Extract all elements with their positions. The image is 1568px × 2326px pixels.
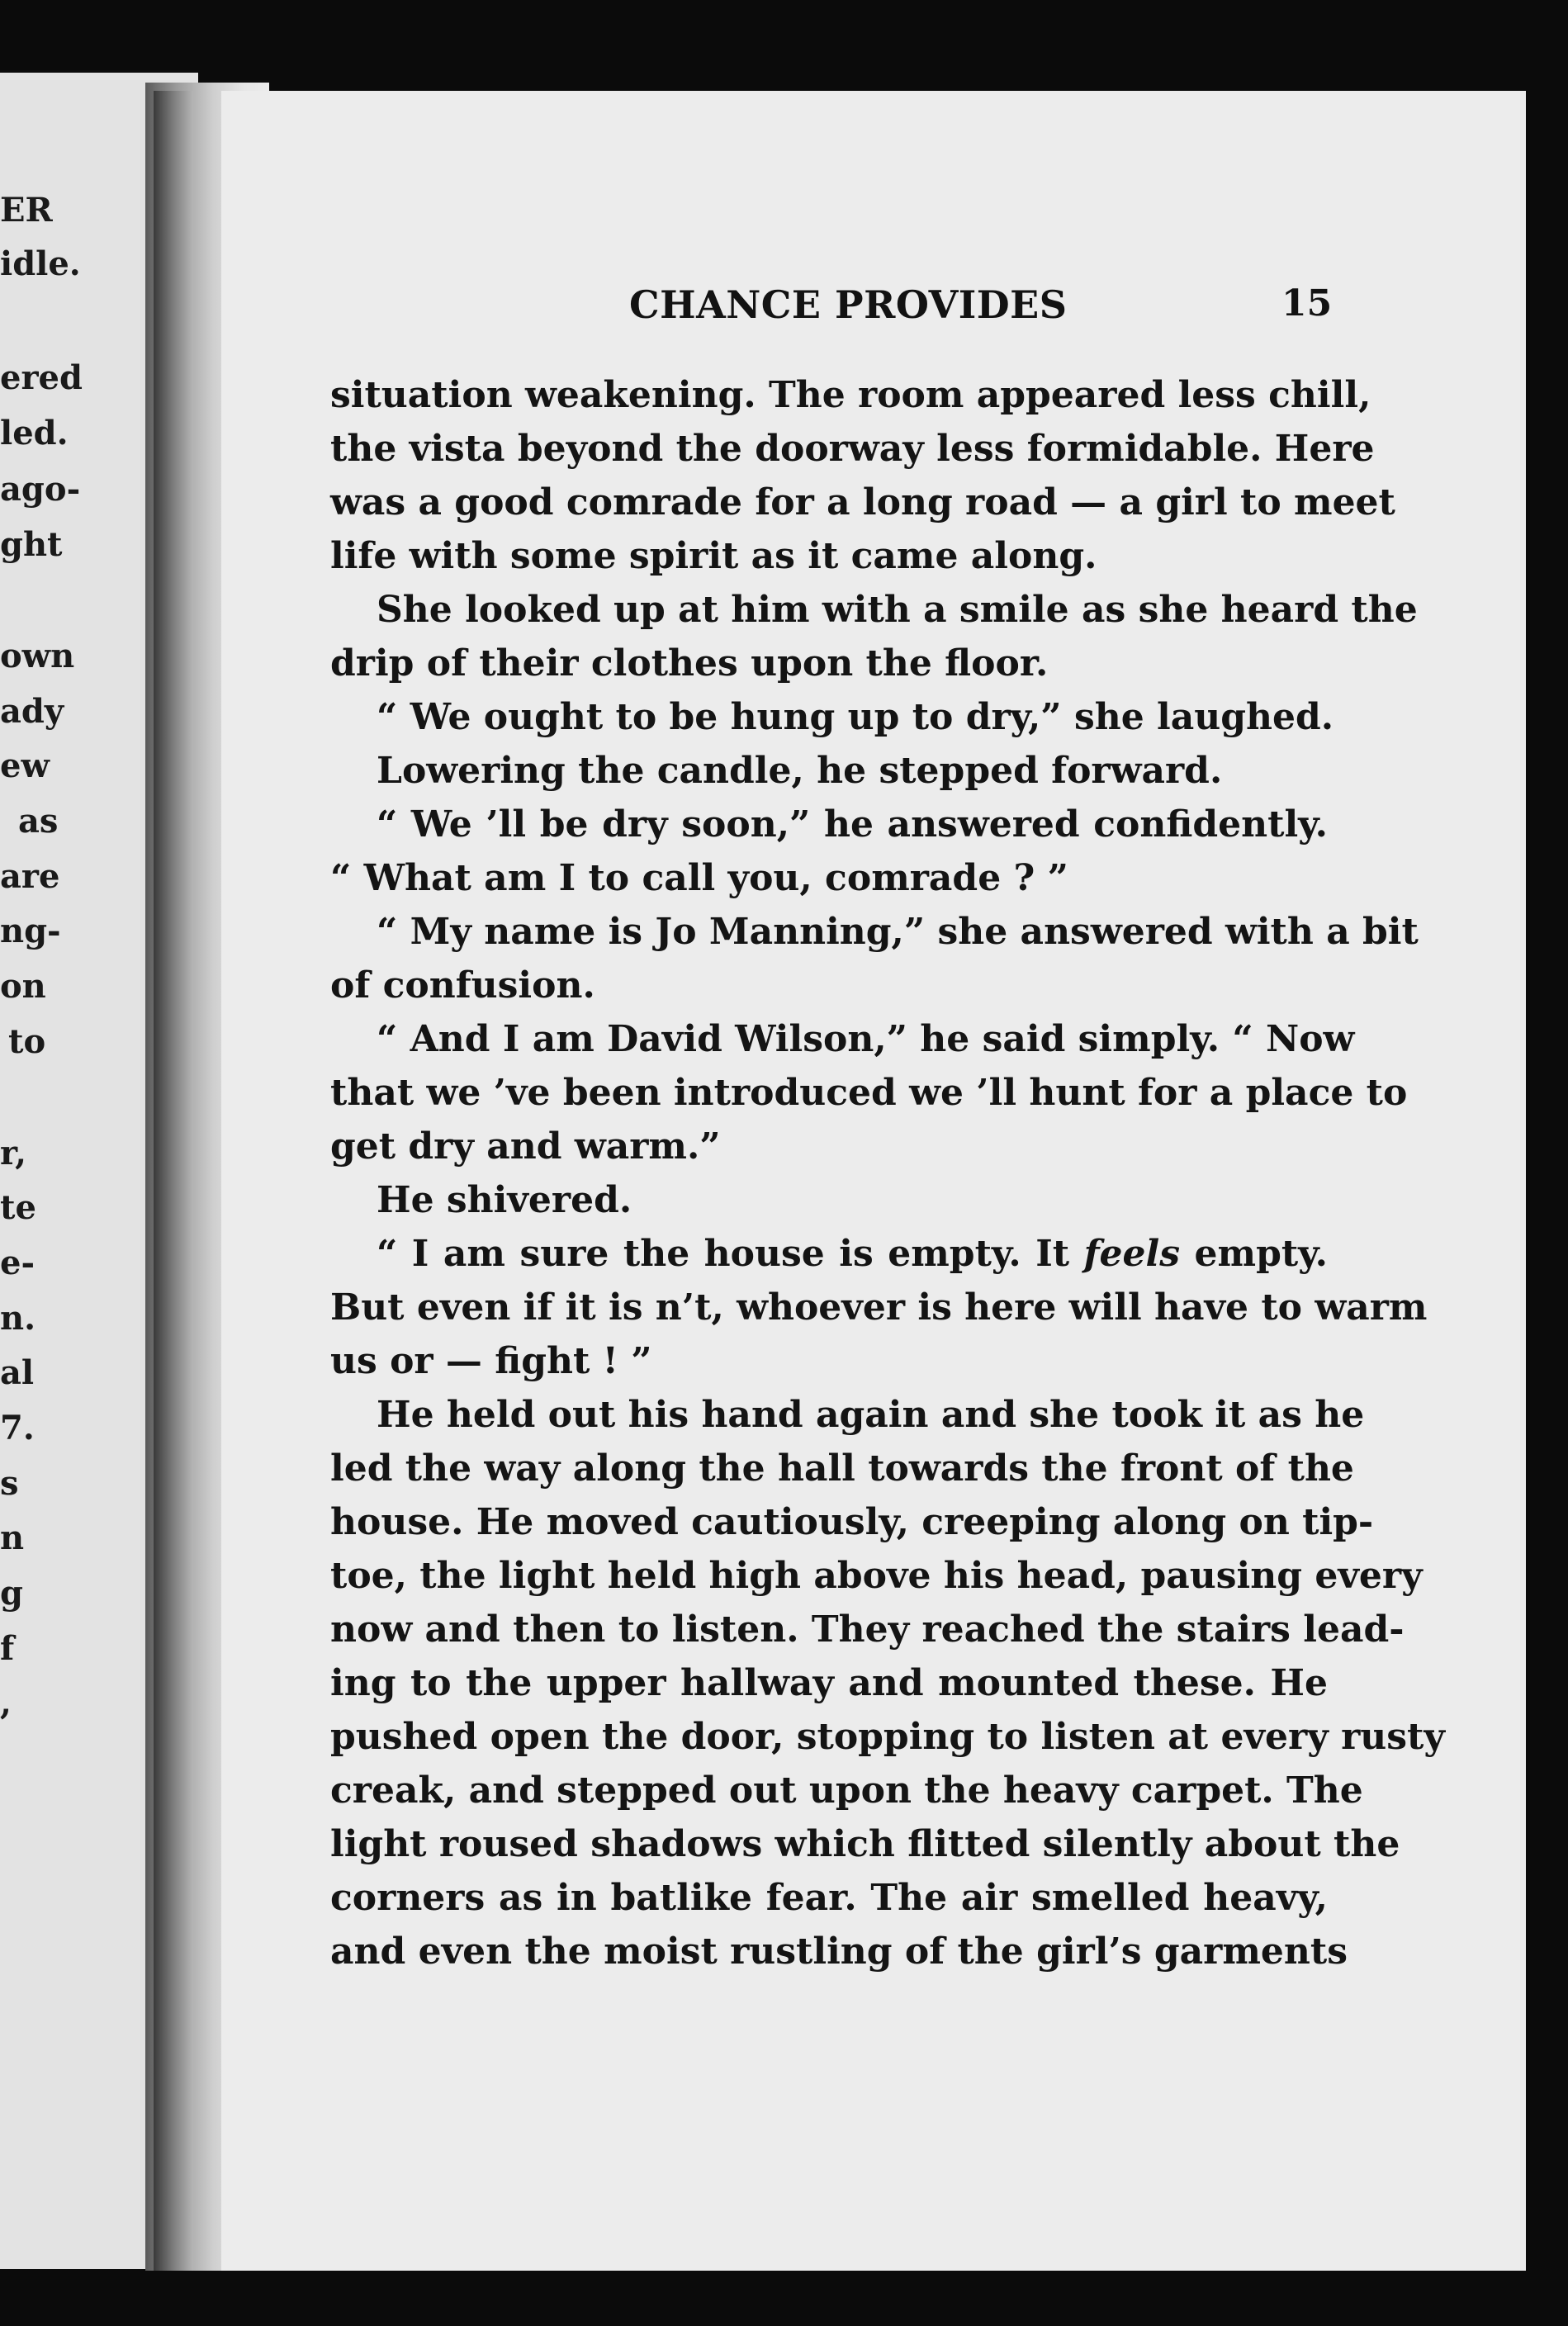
left-page-fragment: te bbox=[0, 1188, 36, 1227]
text-line: drip of their clothes upon the floor. bbox=[330, 642, 1049, 685]
left-page-fragment: ght bbox=[0, 525, 63, 564]
left-page-fragment: ady bbox=[0, 692, 64, 731]
text-line: He shivered. bbox=[377, 1179, 632, 1221]
page-header bbox=[221, 282, 1526, 332]
left-page-fragment: ered bbox=[0, 358, 83, 397]
left-page-fragment: to bbox=[8, 1022, 46, 1061]
running-head: CHANCE PROVIDES bbox=[629, 282, 1068, 327]
left-page-fragment: e- bbox=[0, 1244, 36, 1282]
left-page-fragment: , bbox=[0, 1684, 12, 1722]
left-page-fragment: ago- bbox=[0, 470, 81, 509]
right-page bbox=[221, 91, 1526, 2271]
text-line: life with some spirit as it came along. bbox=[330, 535, 1097, 577]
text-line: the vista beyond the doorway less formidable. Here bbox=[330, 428, 1375, 470]
text-line: us or — fight ! ” bbox=[330, 1340, 652, 1382]
text-line: “ And I am David Wilson,” he said simply. “ Now bbox=[377, 1018, 1355, 1060]
text-line: house. He moved cautiously, creeping along on tip- bbox=[330, 1501, 1374, 1543]
left-page-fragment: r, bbox=[0, 1134, 27, 1172]
text-line: She looked up at him with a smile as she heard the bbox=[377, 589, 1418, 631]
text-line: situation weakening. The room appeared less chill, bbox=[330, 374, 1371, 416]
text-segment: “ I am sure the house is empty. It bbox=[377, 1233, 1084, 1275]
text-line: ing to the upper hallway and mounted these. He bbox=[330, 1662, 1328, 1704]
left-page-fragment: n. bbox=[0, 1299, 36, 1338]
left-page-fragment: s bbox=[0, 1464, 19, 1503]
left-page-fragment: f bbox=[0, 1629, 15, 1668]
left-page-fragment: ER bbox=[0, 191, 53, 230]
left-page-fragment: al bbox=[0, 1353, 35, 1392]
text-line: creak, and stepped out upon the heavy carpet. The bbox=[330, 1769, 1363, 1812]
text-segment: empty. bbox=[1180, 1233, 1329, 1275]
text-line: pushed open the door, stopping to listen at every rusty bbox=[330, 1716, 1445, 1758]
left-page-fragment: n bbox=[0, 1518, 25, 1557]
left-page-fragment: led. bbox=[0, 414, 69, 452]
text-line: “ We ’ll be dry soon,” he answered confidently. bbox=[377, 803, 1328, 846]
text-line: light roused shadows which flitted silently about the bbox=[330, 1823, 1400, 1865]
text-line: “ What am I to call you, comrade ? ” bbox=[330, 857, 1068, 899]
left-page-fragment: ew bbox=[0, 746, 50, 785]
text-line: Lowering the candle, he stepped forward. bbox=[377, 750, 1223, 792]
page-number: 15 bbox=[1281, 282, 1333, 325]
body-text bbox=[330, 368, 1445, 1978]
text-line: and even the moist rustling of the girl’s garments bbox=[330, 1930, 1348, 1973]
left-page-fragment: 7. bbox=[0, 1409, 35, 1447]
left-page-fragment: idle. bbox=[0, 244, 81, 283]
text-line: get dry and warm.” bbox=[330, 1125, 721, 1168]
left-page-fragment: ng- bbox=[0, 912, 61, 950]
left-page-fragment: are bbox=[0, 857, 60, 896]
text-line: led the way along the hall towards the front of the bbox=[330, 1447, 1354, 1490]
left-page-fragment: g bbox=[0, 1574, 23, 1613]
text-line: corners as in batlike fear. The air smelled heavy, bbox=[330, 1877, 1328, 1919]
text-line: was a good comrade for a long road — a girl to meet bbox=[330, 481, 1395, 523]
text-line bbox=[330, 1227, 1328, 1281]
italic-word: feels bbox=[1083, 1233, 1181, 1275]
text-line: that we ’ve been introduced we ’ll hunt for a place to bbox=[330, 1072, 1408, 1114]
left-page-fragment: on bbox=[0, 967, 46, 1006]
text-line: He held out his hand again and she took it as he bbox=[377, 1394, 1365, 1436]
text-line: But even if it is n’t, whoever is here will have to warm bbox=[330, 1286, 1428, 1329]
text-line: “ We ought to be hung up to dry,” she laughed. bbox=[377, 696, 1334, 738]
text-line: toe, the light held high above his head, pausing every bbox=[330, 1555, 1423, 1597]
text-line: of confusion. bbox=[330, 964, 595, 1007]
gutter-shadow bbox=[154, 91, 193, 2271]
text-line: “ My name is Jo Manning,” she answered with a bit bbox=[377, 911, 1419, 953]
text-line: now and then to listen. They reached the stairs lead- bbox=[330, 1608, 1405, 1651]
left-page-fragment: own bbox=[0, 637, 75, 675]
left-page-fragment: as bbox=[18, 802, 59, 841]
